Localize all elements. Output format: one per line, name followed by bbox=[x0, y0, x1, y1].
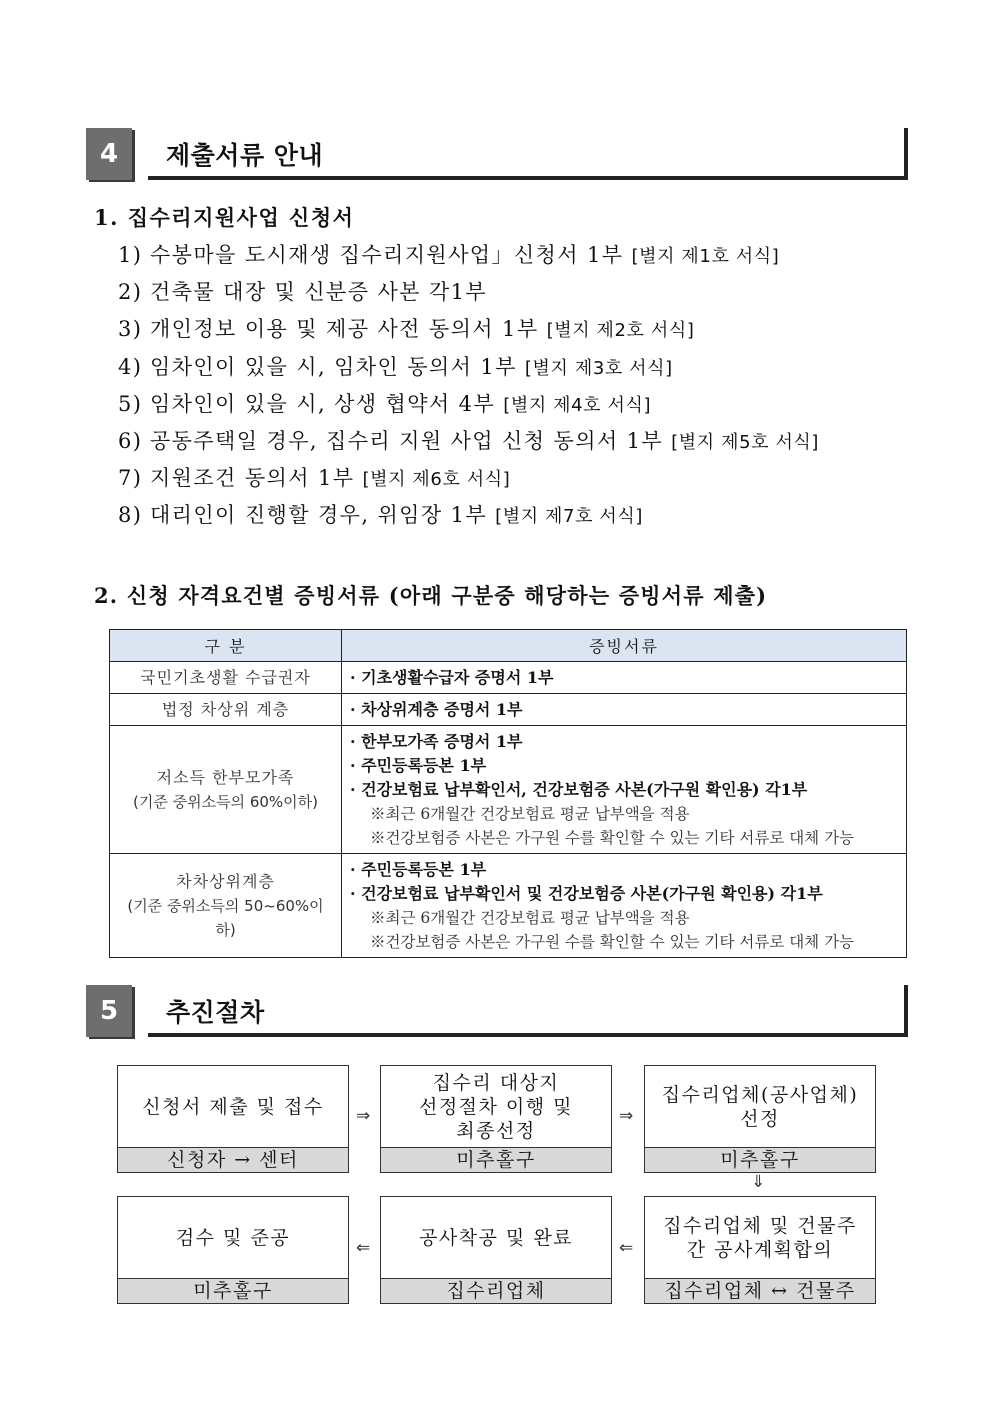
list-item: 3) 개인정보 이용 및 제공 사전 동의서 1부 [별지 제2호 서식] bbox=[118, 317, 695, 342]
documents-cell: · 주민등록등본 1부 · 건강보험료 납부확인서 및 건강보험증 사본(가구원 확인용) 각1부 ※최근 6개월간 건강보험료 평균 납부액을 적용 ※건강보험증 사본은 가구원 수를 확인할 수 있는 기타 서류로 대체 가능 bbox=[342, 854, 907, 958]
section-header-5 bbox=[86, 985, 910, 1039]
section-title: 제출서류 안내 bbox=[166, 141, 324, 170]
list-item: 4) 임차인이 있을 시, 임차인 동의서 1부 [별지 제3호 서식] bbox=[118, 354, 673, 379]
category-cell: 국민기초생활 수급권자 bbox=[110, 662, 342, 694]
column-header-documents: 증빙서류 bbox=[342, 630, 907, 662]
arrow-down-icon: ⇓ bbox=[751, 1172, 766, 1192]
table-header-row bbox=[110, 630, 907, 662]
flow-step-inspection: 검수 및 준공 미추홀구 bbox=[117, 1196, 349, 1304]
section-number: 5 bbox=[86, 985, 132, 1037]
table-row bbox=[110, 662, 907, 694]
table-row bbox=[110, 854, 907, 958]
arrow-left-icon: ⇐ bbox=[356, 1238, 371, 1258]
part1-heading: 1. 집수리지원사업 신청서 bbox=[94, 205, 355, 230]
section-title: 추진절차 bbox=[166, 998, 265, 1027]
arrow-left-icon: ⇐ bbox=[619, 1238, 634, 1258]
part2-heading: 2. 신청 자격요건별 증빙서류 (아래 구분중 해당하는 증빙서류 제출) bbox=[94, 583, 768, 608]
flow-step-agreement: 집수리업체 및 건물주 간 공사계획합의 집수리업체 ↔ 건물주 bbox=[644, 1196, 876, 1304]
list-item: 6) 공동주택일 경우, 집수리 지원 사업 신청 동의서 1부 [별지 제5호 서식] bbox=[118, 428, 820, 453]
flow-step-construction: 공사착공 및 완료 집수리업체 bbox=[380, 1196, 612, 1304]
eligibility-table bbox=[109, 629, 907, 958]
section-number: 4 bbox=[86, 128, 132, 180]
category-cell: 저소득 한부모가족 (기준 중위소득의 60%이하) bbox=[110, 726, 342, 854]
list-item: 1) 수봉마을 도시재생 집수리지원사업」신청서 1부 [별지 제1호 서식] bbox=[118, 243, 780, 267]
column-header-category: 구 분 bbox=[110, 630, 342, 662]
arrow-right-icon: ⇒ bbox=[356, 1106, 371, 1126]
list-item: 2) 건축물 대장 및 신분증 사본 각1부 bbox=[118, 280, 488, 305]
documents-cell: · 기초생활수급자 증명서 1부 bbox=[342, 662, 907, 694]
documents-cell: · 차상위계층 증명서 1부 bbox=[342, 694, 907, 726]
section-header-4 bbox=[86, 128, 910, 182]
documents-cell: · 한부모가족 증명서 1부 · 주민등록등본 1부 · 건강보험료 납부확인서, 건강보험증 사본(가구원 확인용) 각1부 ※최근 6개월간 건강보험료 평균 납부액을 적용 ※건강보험증 사본은 가구원 수를 확인할 수 있는 기타 서류로 대체 가능 bbox=[342, 726, 907, 854]
table-row bbox=[110, 694, 907, 726]
category-cell: 법정 차상위 계층 bbox=[110, 694, 342, 726]
flow-step-contractor: 집수리업체(공사업체) 선정 미추홀구 bbox=[644, 1065, 876, 1173]
table-row bbox=[110, 726, 907, 854]
list-item: 7) 지원조건 동의서 1부 [별지 제6호 서식] bbox=[118, 466, 511, 491]
list-item: 8) 대리인이 진행할 경우, 위임장 1부 [별지 제7호 서식] bbox=[118, 503, 644, 528]
list-item: 5) 임차인이 있을 시, 상생 협약서 4부 [별지 제4호 서식] bbox=[118, 391, 652, 416]
section-title-bar bbox=[148, 985, 908, 1037]
flow-step-selection: 집수리 대상지 선정절차 이행 및 최종선정 미추홀구 bbox=[380, 1065, 612, 1173]
category-cell: 차차상위계층 (기준 중위소득의 50~60%이하) bbox=[110, 854, 342, 958]
arrow-right-icon: ⇒ bbox=[619, 1106, 634, 1126]
section-title-bar bbox=[148, 128, 908, 180]
flow-step-application: 신청서 제출 및 접수 신청자 → 센터 bbox=[117, 1065, 349, 1173]
document-list bbox=[118, 240, 819, 538]
